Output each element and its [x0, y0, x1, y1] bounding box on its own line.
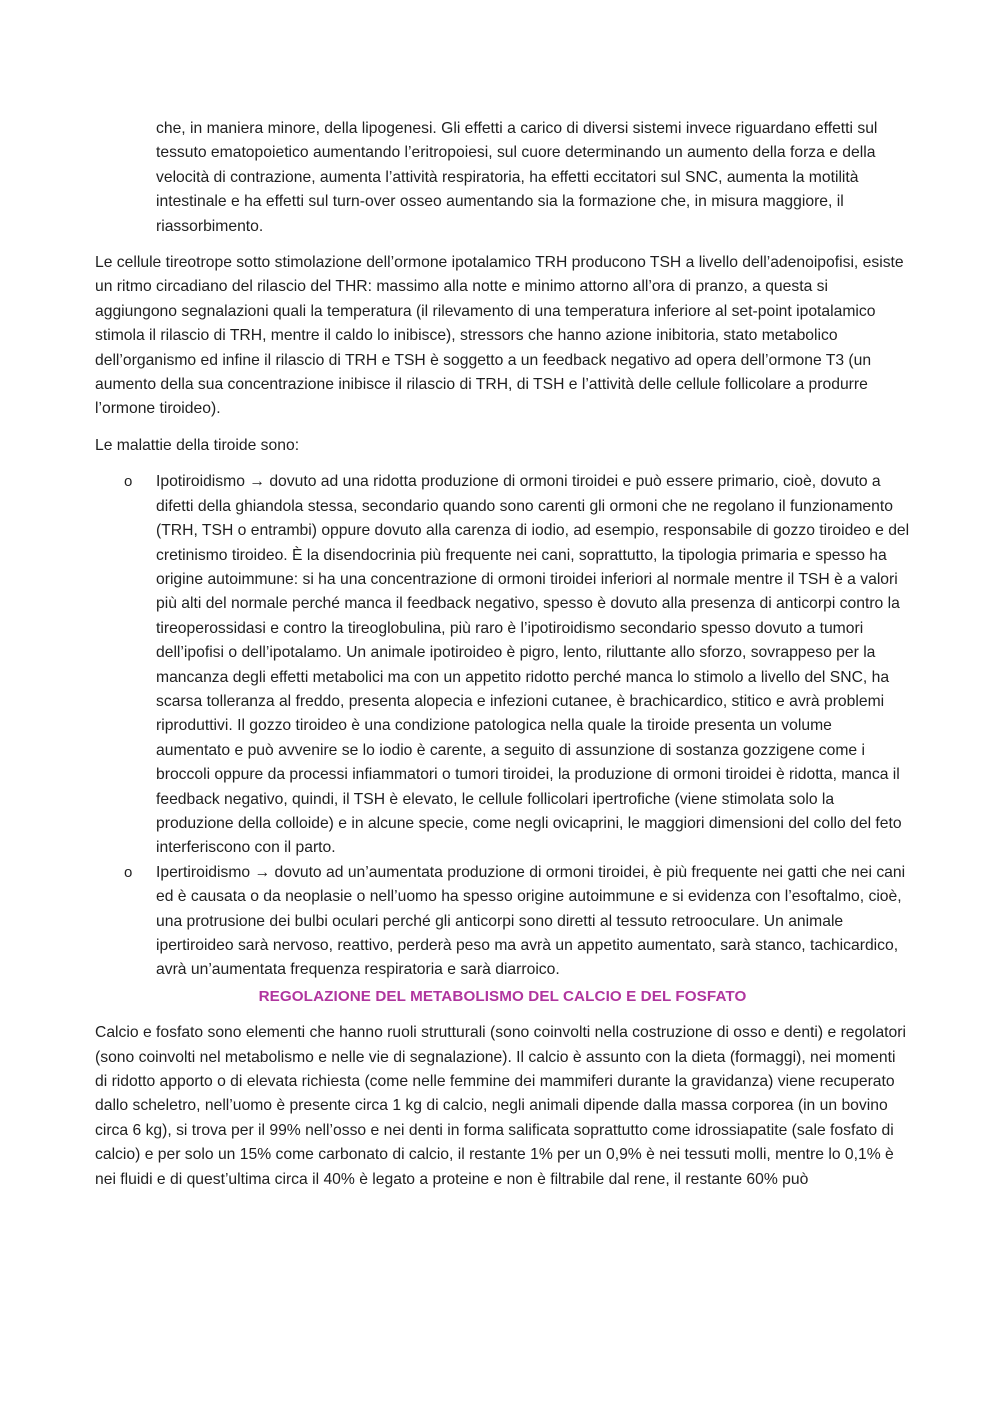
- paragraph-calcium-phosphate: Calcio e fosfato sono elementi che hanno ruoli strutturali (sono coinvolti nella costruzione di osso e denti) e regolatori (sono coinvolti nel metabolismo e nelle vie di segnalazione). Il calcio è assunto con la dieta (formaggi), nei momenti di ridotto apporto o di elevata richiesta (come nelle femmine dei mammiferi durante la gravidanza) viene recuperato dallo scheletro, nell’uomo è presente circa 1 kg di calcio, negli animali dipende dalla massa corporea (in un bovino circa 6 kg), si trova per il 99% nell’osso e nei denti in forma salificata soprattutto come idrossiapatite (sale fosfato di calcio) e per solo un 15% come carbonato di calcio, il restante 1% per un 0,9% è nei tessuti molli, mentre lo 0,1% è nei fluidi e di quest’ultima circa il 40% è legato a proteine e non è filtrabile dal rene, il restante 60% può: [95, 1024, 906, 1188]
- list-item-text: Ipertiroidismo → dovuto ad un’aumentata produzione di ormoni tiroidei, è più frequente nei gatti che nei cani ed è causata o da neoplasie o nell’uomo ha spesso origine autoimmune e si evidenza con l’esoftalmo, cioè, una protrusione dei bulbi oculari perché gli anticorpi sono diretti al tessuto retrooculare. Un animale ipertiroideo sarà nervoso, reattivo, perderà peso ma avrà un appetito aumentato, sarà stanco, tachicardico, avrà un’aumentata frequenza respiratoria e sarà diarroico.: [156, 863, 906, 979]
- list-item-text: Ipotiroidismo → dovuto ad una ridotta produzione di ormoni tiroidei e può essere primario, cioè, dovuto a difetti della ghiandola stessa, secondario quando sono carenti gli ormoni che ne regolano il funzionamento (TRH, TSH o entrambi) oppure dovuto alla carenza di iodio, ad esempio, responsabile di gozzo tiroideo e del cretinismo tiroideo. È la disendocrinia più frequente nei cani, soprattutto, la tipologia primaria e spesso ha origine autoimmune: si ha una concentrazione di ormoni tiroidei inferiori al normale mentre il TSH è a valori più alti del normale perché manca il feedback negativo, spesso è dovuto alla presenza di anticorpi contro la tireoperossidasi e contro la tireoglobulina, più raro è l’ipotiroidismo secondario spesso dovuto a tumori dell’ipofisi o dell’ipotalamo. Un animale ipotiroideo è pigro, lento, riluttante allo sforzo, sovrappeso per la mancanza degli effetti metabolici ma con un appetito ridotto perché manca lo stimolo a livello del SNC, ha scarsa tolleranza al freddo, presenta alopecia e infezioni cutanee, è brachicardico, stitico e avrà problemi riproduttivi. Il gozzo tiroideo è una condizione patologica nella quale la tiroide presenta un volume aumentato e può avvenire se lo iodio è carente, a seguito di assunzione di sostanza gozzigene come i broccoli oppure da processi infiammatori o tumori tiroidei, la produzione di ormoni tiroidei è ridotta, manca il feedback negativo, quindi, il TSH è elevato, le cellule follicolari ipertrofiche (viene stimolata solo la produzione della colloide) e in alcune specie, come negli ovicaprini, le maggiori dimensioni del collo del feto interferiscono con il parto.: [156, 473, 910, 857]
- bullet-marker: o: [124, 473, 133, 491]
- list-item-hyperthyroidism: [95, 861, 910, 983]
- continued-list-paragraph: che, in maniera minore, della lipogenesi. Gli effetti a carico di diversi sistemi invece riguardano effetti sul tessuto ematopoietico aumentando l’eritropoiesi, sul cuore determinando un aumento della forza e della velocità di contrazione, aumenta l’attività respiratoria, ha effetti eccitatori sul SNC, aumenta la motilità intestinale e ha effetti sul turn-over osseo aumentando sia la formazione che, in misura maggiore, il riassorbimento.: [156, 120, 878, 235]
- thyroid-diseases-list: [95, 470, 910, 983]
- page-content: [95, 117, 910, 1204]
- bullet-marker: o: [124, 863, 133, 881]
- list-item-hypothyroidism: [95, 470, 910, 861]
- paragraph-tsh-regulation: Le cellule tireotrope sotto stimolazione dell’ormone ipotalamico TRH producono TSH a livello dell’adenoipofisi, esiste un ritmo circadiano del rilascio del THR: massimo alla notte e minimo attorno all’ora di pranzo, a questa si aggiungono segnalazioni quali la temperatura (il rilevamento di una temperatura inferiore al set-point ipotalamico stimola il rilascio di TRH, mentre il caldo lo inibisce), stressors che hanno azione inibitoria, stato metabolico dell’organismo ed infine il rilascio di TRH e TSH è soggetto a un feedback negativo ad opera dell’ormone T3 (un aumento della sua concentrazione inibisce il rilascio di TRH, di TSH e l’attività delle cellule follicolare a produrre l’ormone tiroideo).: [95, 254, 904, 418]
- paragraph-thyroid-diseases-intro: Le malattie della tiroide sono:: [95, 436, 300, 454]
- section-heading: REGOLAZIONE DEL METABOLISMO DEL CALCIO E DEL FOSFATO: [258, 987, 747, 1005]
